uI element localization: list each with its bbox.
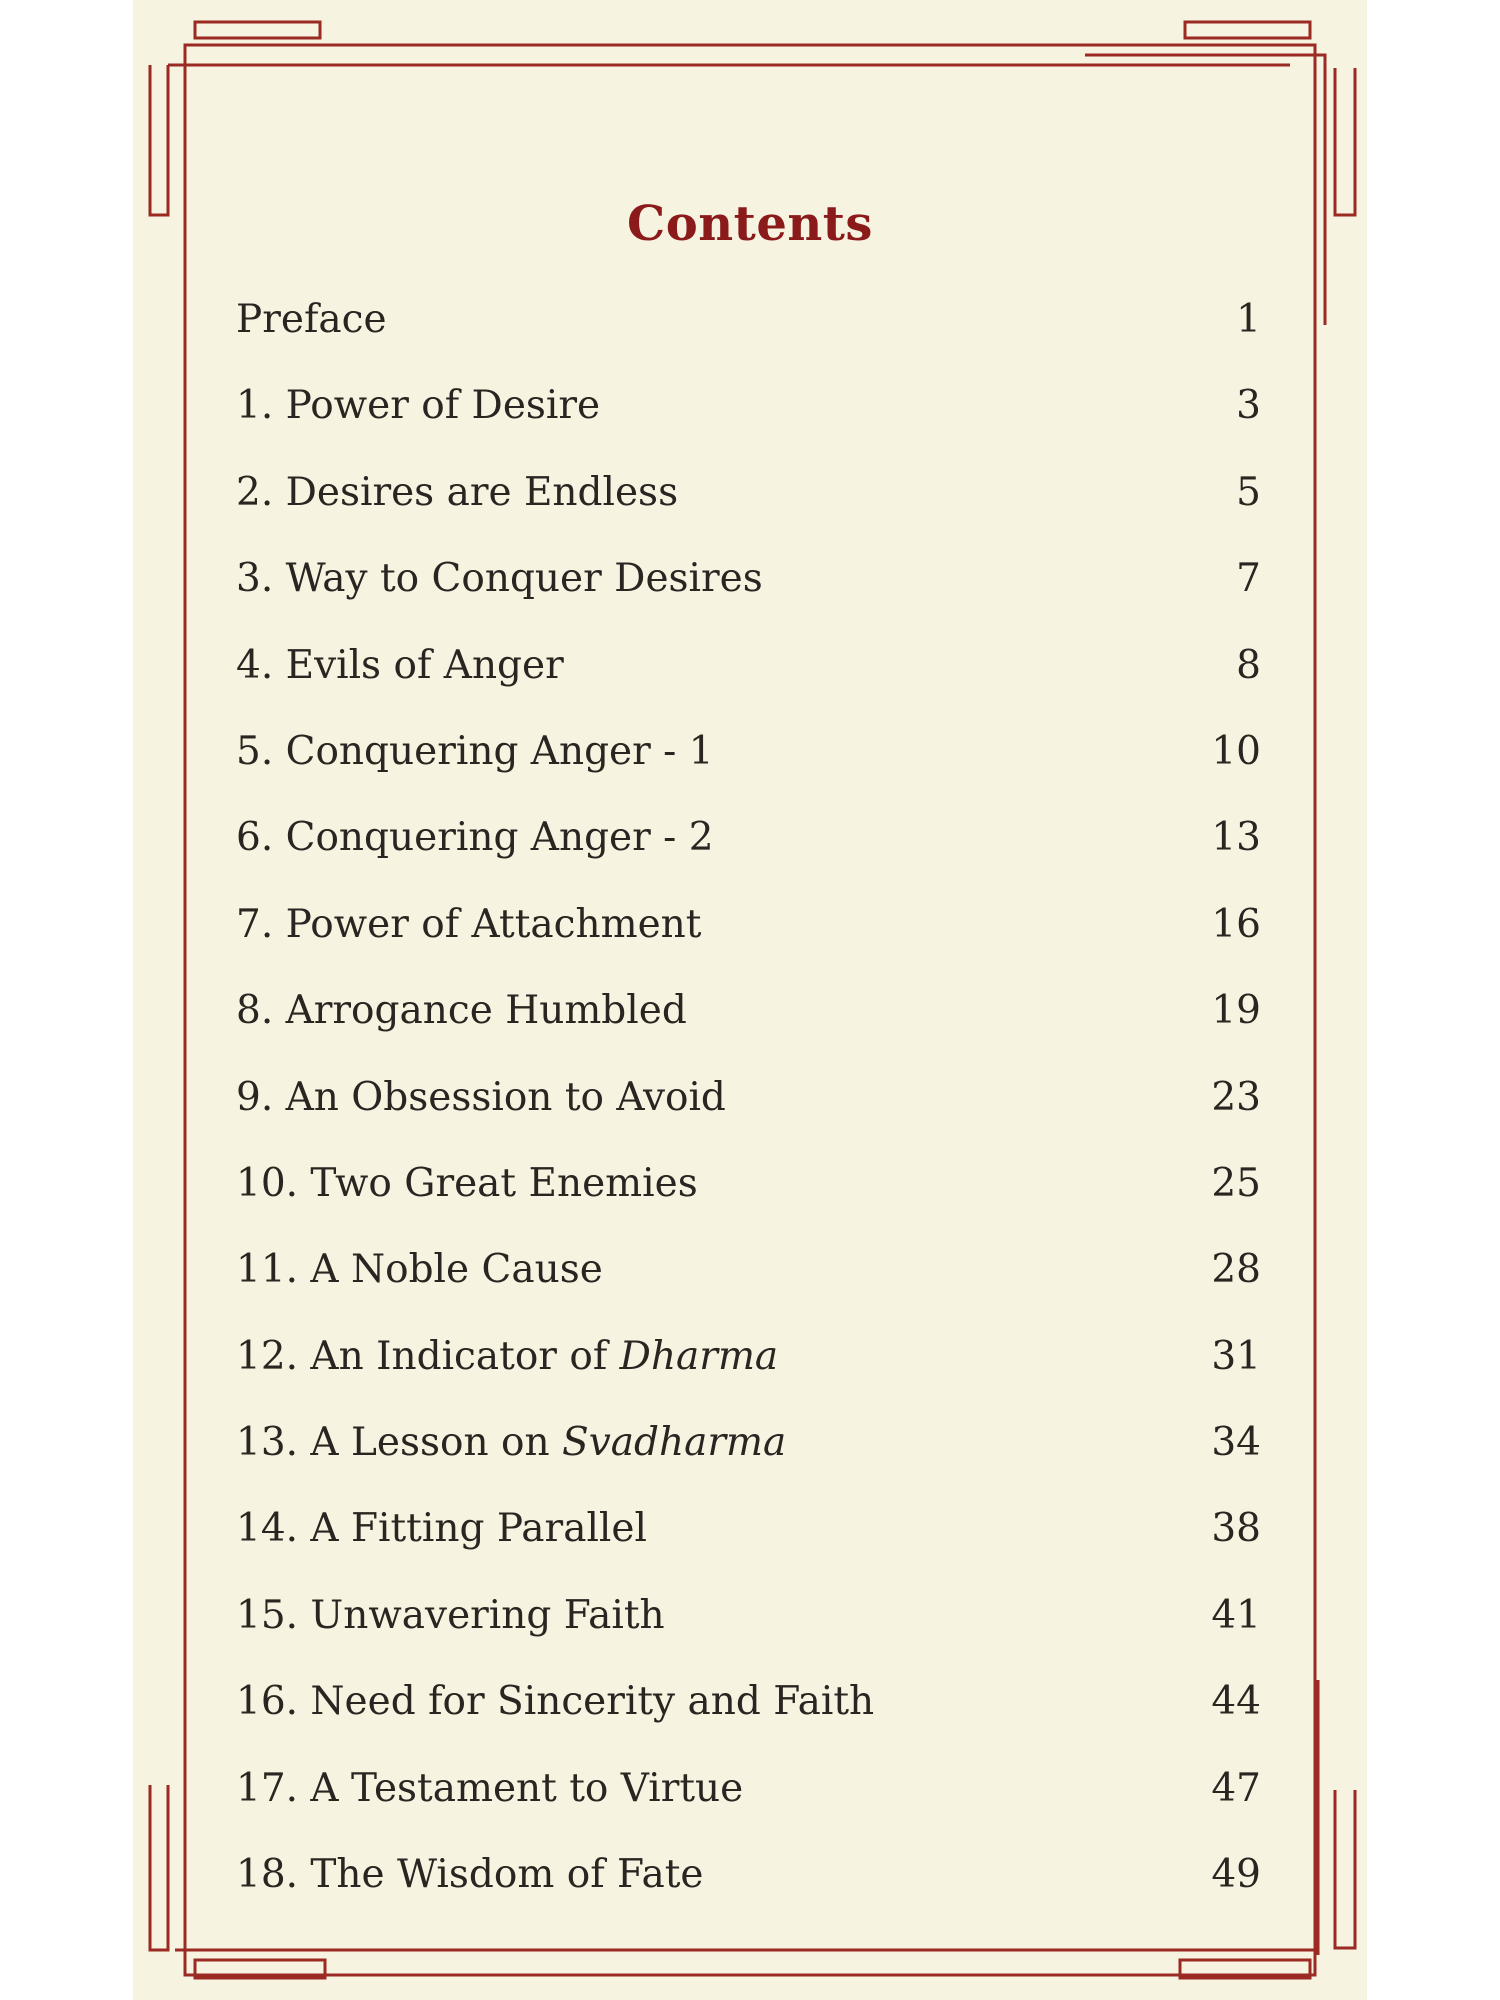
toc-entry-title-text: 15. Unwavering Faith [236,1592,665,1638]
toc-entry-title-text: 14. A Fitting Parallel [236,1506,647,1552]
toc-entry-page-number: 41 [1211,1592,1261,1638]
toc-entry-page-number: 23 [1211,1074,1261,1120]
toc-entry-title [236,1408,786,1494]
toc-entry-title-text: 6. Conquering Anger - 2 [236,815,714,861]
toc-entry [236,1408,1261,1494]
toc-entry-title [236,1840,703,1926]
toc-entry-title [236,458,678,544]
toc-entry-title [236,1063,726,1149]
toc-entry-page-number: 31 [1211,1333,1261,1379]
toc-entry [236,1840,1261,1926]
toc-entry [236,1322,1261,1408]
toc-entry [236,717,1261,803]
toc-entry-page-number: 47 [1211,1765,1261,1811]
toc-entry-title-text: 3. Way to Conquer Desires [236,556,763,602]
toc-entry-title [236,1235,603,1321]
toc-entry [236,1494,1261,1580]
toc-entry [236,1149,1261,1235]
toc-entry-title-text: 4. Evils of Anger [236,642,564,688]
toc-entry-title-text: 13. A Lesson on [236,1420,562,1466]
toc-entry-title [236,285,387,371]
toc-entry-title [236,976,687,1062]
toc-entry-title [236,631,564,717]
toc-entry-title-text: 7. Power of Attachment [236,901,702,947]
page-title: Contents [627,196,873,252]
toc-entry-page-number: 7 [1236,556,1261,602]
toc-entry-title-text: 9. An Obsession to Avoid [236,1074,726,1120]
toc-entry-title-text: 18. The Wisdom of Fate [236,1852,704,1898]
toc-entry [236,803,1261,889]
table-of-contents [236,285,1261,1926]
toc-entry-title-text: 2. Desires are Endless [236,469,679,515]
toc-entry [236,285,1261,371]
toc-entry-title-text: 12. An Indicator of [236,1333,620,1379]
toc-entry [236,1063,1261,1149]
toc-entry-page-number: 3 [1236,383,1261,429]
toc-entry-page-number: 1 [1236,297,1261,342]
toc-entry-page-number: 25 [1211,1160,1261,1206]
toc-entry [236,631,1261,717]
toc-entry [236,1581,1261,1667]
toc-entry-page-number: 44 [1211,1679,1261,1725]
toc-entry-title-text: 17. A Testament to Virtue [236,1765,744,1811]
toc-entry-title [236,1149,698,1235]
toc-entry-title [236,1667,874,1753]
toc-entry [236,976,1261,1062]
toc-entry-page-number: 38 [1211,1506,1261,1552]
toc-entry-title-text: 5. Conquering Anger - 1 [236,728,714,774]
toc-entry-title [236,544,763,630]
toc-entry [236,890,1261,976]
toc-entry [236,1667,1261,1753]
toc-entry-title-text: 16. Need for Sincerity and Faith [236,1679,875,1725]
toc-entry-title [236,1581,665,1667]
toc-entry [236,1754,1261,1840]
toc-entry-title-text: Preface [236,297,387,342]
toc-entry-title-text: 11. A Noble Cause [236,1247,603,1293]
toc-entry-page-number: 34 [1211,1420,1261,1466]
toc-entry-title-text: 10. Two Great Enemies [236,1160,698,1206]
toc-entry-page-number: 10 [1211,728,1261,774]
toc-entry-title [236,1322,778,1408]
toc-entry-title-italic: Svadharma [561,1420,787,1466]
toc-entry-title-text: 1. Power of Desire [236,383,601,429]
toc-entry-page-number: 16 [1211,901,1261,947]
toc-entry-page-number: 49 [1211,1852,1261,1898]
toc-entry [236,458,1261,544]
toc-entry-page-number: 13 [1211,815,1261,861]
toc-entry-title [236,371,600,457]
toc-entry-title-text: 8. Arrogance Humbled [236,988,687,1034]
toc-entry-title [236,717,714,803]
toc-entry-title-italic: Dharma [619,1333,779,1379]
toc-entry [236,371,1261,457]
toc-entry-title [236,803,714,889]
toc-entry-title [236,890,701,976]
toc-entry-page-number: 5 [1236,469,1261,515]
toc-entry-title [236,1494,647,1580]
toc-entry-title [236,1754,743,1840]
toc-entry [236,544,1261,630]
toc-entry-page-number: 19 [1211,988,1261,1034]
toc-entry [236,1235,1261,1321]
toc-entry-page-number: 8 [1236,642,1261,688]
toc-entry-page-number: 28 [1211,1247,1261,1293]
